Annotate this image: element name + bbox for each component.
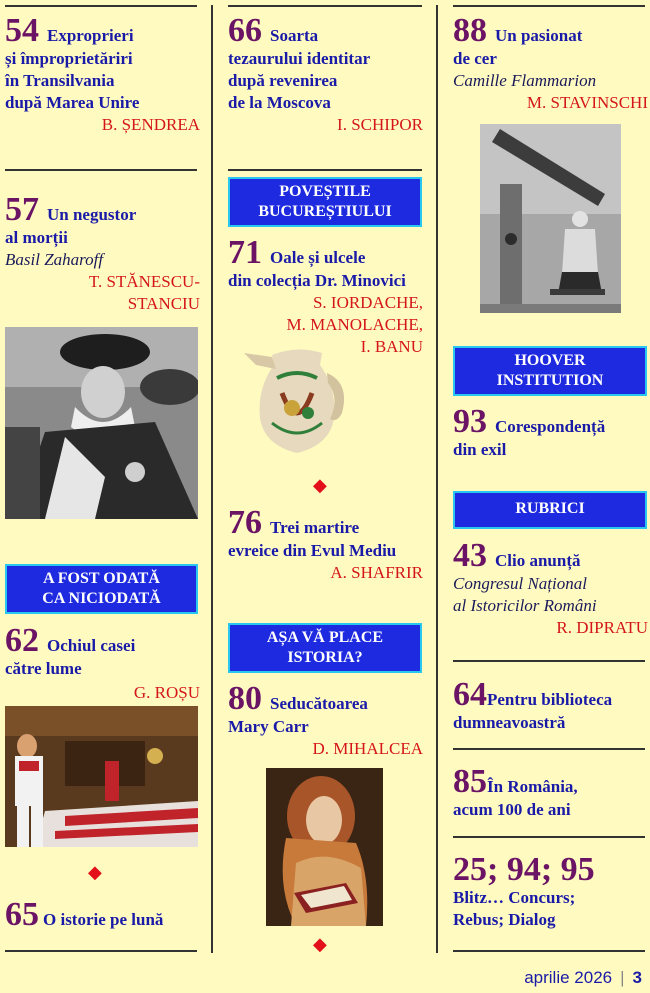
section-asa-va-place-istoria: AȘA VĂ PLACE ISTORIA? (228, 623, 422, 673)
rule (453, 836, 645, 838)
article-43[interactable]: 43 Clio anunță Congresul Național al Istoricilor Români R. DIPRATU (453, 537, 648, 637)
rule (453, 950, 645, 952)
article-71[interactable]: 71 Oale și ulcele din colecția Dr. Minovici S. IORDACHE, M. MANOLACHE, I. BANU (228, 234, 423, 356)
article-88[interactable]: 88 Un pasionat de cer Camille Flammarion M. STAVINSCHI (453, 12, 648, 112)
rule (453, 660, 645, 662)
footer-separator: | (620, 968, 625, 987)
rule (5, 950, 197, 952)
article-80[interactable]: 80 Seducătoarea Mary Carr D. MIHALCEA (228, 680, 423, 758)
article-64[interactable]: 64Pentru biblioteca dumneavoastră (453, 676, 613, 732)
diamond-ornament: ◆ (313, 475, 327, 495)
diamond-ornament: ◆ (313, 934, 327, 954)
article-66[interactable]: 66 Soarta tezaurului identitar după revenirea de la Moscova I. SCHIPOR (228, 12, 423, 134)
article-54[interactable]: 54 Exproprieri și împroprietăriri în Transilvania după Marea Unire B. ȘENDREA (5, 12, 200, 134)
section-a-fost-odata: A FOST ODATĂ CA NICIODATĂ (5, 564, 198, 614)
article-57[interactable]: 57 Un negustor al morții Basil Zaharoff T. STĂNESCU- STANCIU (5, 191, 200, 313)
photo-traditional-interior (5, 706, 198, 847)
column-divider-1 (211, 5, 213, 953)
article-93[interactable]: 93 Corespondență din exil (453, 403, 606, 459)
photo-mary-carr-painting (266, 768, 383, 926)
article-62[interactable]: 62 Ochiul casei către lume G. ROȘU (5, 622, 200, 702)
diamond-ornament: ◆ (88, 862, 102, 882)
photo-ceramic-jug (242, 343, 352, 455)
section-hoover-institution: HOOVER INSTITUTION (453, 346, 647, 396)
top-rule-col1 (5, 5, 197, 7)
footer-date: aprilie 2026 (524, 968, 613, 987)
article-76[interactable]: 76 Trei martire evreice din Evul Mediu A. SHAFRIR (228, 504, 423, 582)
photo-basil-zaharoff (5, 327, 198, 519)
photo-camille-flammarion (480, 124, 621, 313)
column-divider-2 (436, 5, 438, 953)
article-65[interactable]: 65 O istorie pe lună (5, 896, 164, 933)
rule (5, 169, 197, 171)
article-85[interactable]: 85În România, acum 100 de ani (453, 763, 578, 819)
page-number: 3 (632, 968, 642, 987)
top-rule-col3 (453, 5, 645, 7)
top-rule-col2 (228, 5, 422, 7)
article-rubrici-misc[interactable]: 25; 94; 95 Blitz… Concurs; Rebus; Dialog (453, 851, 595, 929)
section-rubrici: RUBRICI (453, 491, 647, 529)
section-povestile-bucurestiului: POVEȘTILE BUCUREȘTIULUI (228, 177, 422, 227)
rule (453, 748, 645, 750)
rule (228, 169, 422, 171)
page-footer (524, 968, 642, 988)
